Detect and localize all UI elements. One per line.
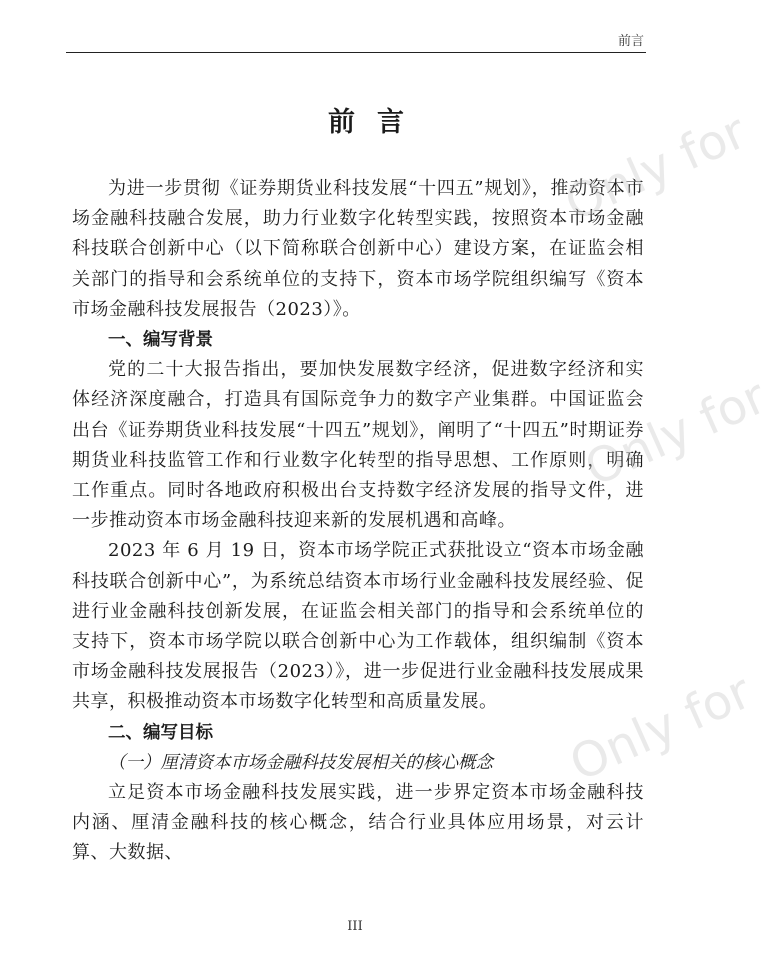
document-body [72,174,644,869]
background-paragraph-1: 党的二十大报告指出，要加快发展数字经济，促进数字经济和实体经济深度融合，打造具有国际竞争力的数字产业集群。中国证监会出台《证券期货业科技发展“十四五”规划》，阐明了“十四五”时期证券期货业科技监管工作和行业数字化转型的指导思想、工作原则，明确工作重点。同时各地政府积极出台支持数字经济发展的指导文件，进一步推动资本市场金融科技迎来新的发展机遇和高峰。 [72,359,644,532]
intro-paragraph: 为进一步贯彻《证券期货业科技发展“十四五”规划》，推动资本市场金融科技融合发展，助力行业数字化转型实践，按照资本市场金融科技联合创新中心（以下简称联合创新中心）建设方案，在证监会相关部门的指导和会系统单位的支持下，资本市场学院组织编写《资本市场金融科技发展报告（2023）》。 [72,178,644,320]
subsection-heading-core-concepts: （一）厘清资本市场金融科技发展相关的核心概念 [108,752,493,773]
section-heading-background: 一、编写背景 [108,330,213,351]
page-title: 前言 [328,107,426,138]
watermark: Only for [576,368,774,498]
watermark: Only for [556,103,755,233]
goal-paragraph-1: 立足资本市场金融科技发展实践，进一步界定资本市场金融科技内涵、厘清金融科技的核心概念，结合行业具体应用场景，对云计算、大数据、 [72,782,644,864]
background-paragraph-2: 2023 年 6 月 19 日，资本市场学院正式获批设立“资本市场金融科技联合创新中心”，为系统总结资本市场行业金融科技发展经验、促进行业金融科技创新发展，在证监会相关部门的指导和会系统单位的支持下，资本市场学院以联合创新中心为工作载体，组织编制《资本市场金融科技发展报告（2023）》，进一步促进行业金融科技发展成果共享，积极推动资本市场数字化转型和高质量发展。 [72,540,644,713]
watermark: Only for [561,663,760,793]
running-header-title: 前言 [617,34,644,49]
section-heading-goals: 二、编写目标 [108,722,213,743]
page-number: III [347,919,363,934]
running-header [66,34,646,53]
